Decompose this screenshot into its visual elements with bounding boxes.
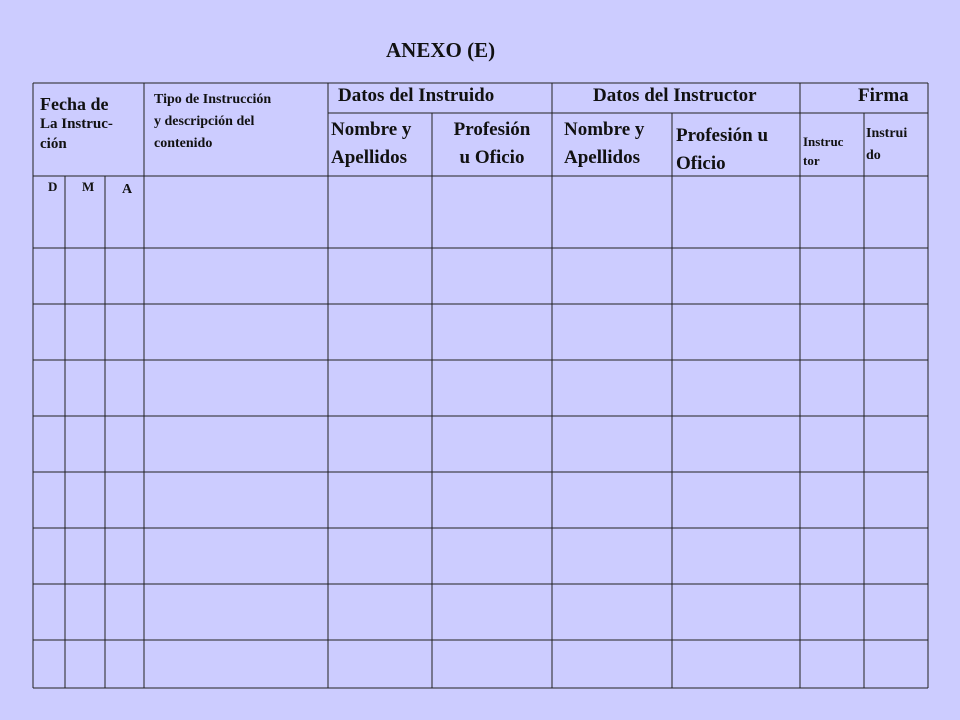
instruido-profesion-cell[interactable] bbox=[433, 529, 551, 583]
instruido-profesion-cell[interactable] bbox=[433, 198, 551, 247]
instruido-nombre-header bbox=[331, 116, 411, 172]
date-year-cell[interactable] bbox=[106, 305, 143, 359]
date-month-cell[interactable] bbox=[66, 641, 104, 687]
firma-instruido-cell[interactable] bbox=[865, 305, 927, 359]
instruido-profesion-cell[interactable] bbox=[433, 473, 551, 527]
datos-instructor-header: Datos del Instructor bbox=[593, 85, 757, 106]
tipo-header-line2: y descripción del bbox=[154, 114, 255, 129]
firma-instruido-cell[interactable] bbox=[865, 473, 927, 527]
date-year-header: A bbox=[122, 182, 133, 197]
date-day-cell[interactable] bbox=[34, 305, 64, 359]
instructor-nombre-cell[interactable] bbox=[553, 641, 671, 687]
instruido-profesion-cell[interactable] bbox=[433, 249, 551, 303]
firma-instructor-header bbox=[803, 132, 843, 170]
date-day-cell[interactable] bbox=[34, 585, 64, 639]
instructor-nombre-header bbox=[564, 116, 644, 172]
firma-instruido-cell[interactable] bbox=[865, 361, 927, 415]
instruido-nombre-cell[interactable] bbox=[329, 529, 431, 583]
instructor-nombre-line1: Nombre y bbox=[564, 119, 645, 140]
firma-instructor-cell[interactable] bbox=[801, 417, 863, 471]
date-day-cell[interactable] bbox=[34, 473, 64, 527]
instruido-nombre-line2: Apellidos bbox=[331, 147, 408, 168]
instruido-nombre-cell[interactable] bbox=[329, 641, 431, 687]
instruido-profesion-line2: u Oficio bbox=[459, 147, 525, 168]
instruido-profesion-cell[interactable] bbox=[433, 417, 551, 471]
instruido-profesion-cell[interactable] bbox=[433, 641, 551, 687]
instruido-nombre-cell[interactable] bbox=[329, 249, 431, 303]
instruido-nombre-cell[interactable] bbox=[329, 473, 431, 527]
fecha-header-line1: Fecha de bbox=[40, 94, 109, 114]
firma-instruido-cell[interactable] bbox=[865, 641, 927, 687]
tipo-header-line3: contenido bbox=[154, 136, 213, 151]
date-day-cell[interactable] bbox=[34, 249, 64, 303]
instruido-profesion-cell[interactable] bbox=[433, 585, 551, 639]
date-year-cell[interactable] bbox=[106, 417, 143, 471]
fecha-header-line2: La Instruc- bbox=[40, 116, 113, 132]
instructor-nombre-cell[interactable] bbox=[553, 417, 671, 471]
tipo-instruccion-cell[interactable] bbox=[145, 249, 327, 303]
instruido-profesion-cell[interactable] bbox=[433, 361, 551, 415]
instructor-nombre-cell[interactable] bbox=[553, 249, 671, 303]
tipo-instruccion-cell[interactable] bbox=[145, 361, 327, 415]
date-day-cell[interactable] bbox=[34, 641, 64, 687]
firma-instruido-cell[interactable] bbox=[865, 249, 927, 303]
date-day-cell[interactable] bbox=[34, 361, 64, 415]
firma-instructor-cell[interactable] bbox=[801, 361, 863, 415]
tipo-instruccion-cell[interactable] bbox=[145, 473, 327, 527]
tipo-instruccion-cell[interactable] bbox=[145, 529, 327, 583]
instructor-profesion-cell[interactable] bbox=[673, 361, 799, 415]
date-year-cell[interactable] bbox=[106, 198, 143, 247]
instructor-profesion-cell[interactable] bbox=[673, 417, 799, 471]
date-year-cell[interactable] bbox=[106, 473, 143, 527]
instructor-nombre-cell[interactable] bbox=[553, 361, 671, 415]
document-title: ANEXO (E) bbox=[386, 38, 496, 62]
firma-instructor-cell[interactable] bbox=[801, 585, 863, 639]
fecha-header-line3: ción bbox=[40, 136, 67, 152]
tipo-instruccion-cell[interactable] bbox=[145, 198, 327, 247]
firma-instruido-cell[interactable] bbox=[865, 529, 927, 583]
firma-instructor-cell[interactable] bbox=[801, 249, 863, 303]
instruido-nombre-cell[interactable] bbox=[329, 417, 431, 471]
firma-instruido-line1: Instrui bbox=[866, 126, 908, 141]
instructor-profesion-cell[interactable] bbox=[673, 198, 799, 247]
date-day-cell[interactable] bbox=[34, 417, 64, 471]
tipo-instruccion-cell[interactable] bbox=[145, 417, 327, 471]
firma-instructor-cell[interactable] bbox=[801, 641, 863, 687]
instruido-nombre-cell[interactable] bbox=[329, 585, 431, 639]
tipo-instruccion-cell[interactable] bbox=[145, 641, 327, 687]
instructor-nombre-line2: Apellidos bbox=[564, 147, 641, 168]
instructor-profesion-line1: Profesión u bbox=[676, 125, 769, 146]
date-month-cell[interactable] bbox=[66, 529, 104, 583]
firma-instruido-cell[interactable] bbox=[865, 585, 927, 639]
instructor-profesion-cell[interactable] bbox=[673, 585, 799, 639]
instructor-profesion-line2: Oficio bbox=[676, 153, 726, 174]
instructor-profesion-cell[interactable] bbox=[673, 529, 799, 583]
firma-instructor-line2: tor bbox=[803, 153, 820, 168]
date-day-cell[interactable] bbox=[34, 529, 64, 583]
tipo-instruccion-header bbox=[154, 89, 271, 155]
date-month-cell[interactable] bbox=[66, 473, 104, 527]
instructor-profesion-cell[interactable] bbox=[673, 473, 799, 527]
date-year-cell[interactable] bbox=[106, 249, 143, 303]
date-month-cell[interactable] bbox=[66, 198, 104, 247]
date-month-cell[interactable] bbox=[66, 585, 104, 639]
instructor-nombre-cell[interactable] bbox=[553, 305, 671, 359]
instructor-profesion-cell[interactable] bbox=[673, 305, 799, 359]
instruido-nombre-line1: Nombre y bbox=[331, 119, 412, 140]
firma-instruido-line2: do bbox=[866, 148, 881, 163]
date-month-cell[interactable] bbox=[66, 361, 104, 415]
instructor-profesion-header bbox=[676, 122, 768, 178]
instruido-nombre-cell[interactable] bbox=[329, 361, 431, 415]
datos-instruido-header: Datos del Instruido bbox=[338, 85, 495, 106]
firma-instructor-cell[interactable] bbox=[801, 529, 863, 583]
instruido-profesion-header bbox=[432, 116, 552, 172]
firma-instruido-cell[interactable] bbox=[865, 417, 927, 471]
instructor-nombre-cell[interactable] bbox=[553, 529, 671, 583]
instruido-profesion-cell[interactable] bbox=[433, 305, 551, 359]
tipo-instruccion-cell[interactable] bbox=[145, 305, 327, 359]
date-month-header: M bbox=[82, 179, 95, 194]
tipo-header-line1: Tipo de Instrucción bbox=[154, 92, 272, 107]
firma-instructor-line1: Instruc bbox=[803, 134, 844, 149]
date-year-cell[interactable] bbox=[106, 641, 143, 687]
fecha-header bbox=[40, 94, 113, 153]
date-year-cell[interactable] bbox=[106, 585, 143, 639]
date-day-header: D bbox=[48, 179, 58, 194]
instructor-nombre-cell[interactable] bbox=[553, 585, 671, 639]
instruido-nombre-cell[interactable] bbox=[329, 198, 431, 247]
date-month-cell[interactable] bbox=[66, 417, 104, 471]
date-year-cell[interactable] bbox=[106, 361, 143, 415]
date-month-cell[interactable] bbox=[66, 249, 104, 303]
firma-instruido-cell[interactable] bbox=[865, 198, 927, 247]
date-month-cell[interactable] bbox=[66, 305, 104, 359]
firma-instructor-cell[interactable] bbox=[801, 473, 863, 527]
instruido-nombre-cell[interactable] bbox=[329, 305, 431, 359]
firma-instruido-header bbox=[866, 123, 907, 167]
instructor-profesion-cell[interactable] bbox=[673, 641, 799, 687]
instruido-profesion-line1: Profesión bbox=[453, 119, 531, 140]
date-year-cell[interactable] bbox=[106, 529, 143, 583]
tipo-instruccion-cell[interactable] bbox=[145, 585, 327, 639]
date-day-cell[interactable] bbox=[34, 198, 64, 247]
instructor-nombre-cell[interactable] bbox=[553, 473, 671, 527]
firma-instructor-cell[interactable] bbox=[801, 305, 863, 359]
firma-instructor-cell[interactable] bbox=[801, 198, 863, 247]
firma-header: Firma bbox=[858, 85, 909, 106]
instructor-profesion-cell[interactable] bbox=[673, 249, 799, 303]
instructor-nombre-cell[interactable] bbox=[553, 198, 671, 247]
